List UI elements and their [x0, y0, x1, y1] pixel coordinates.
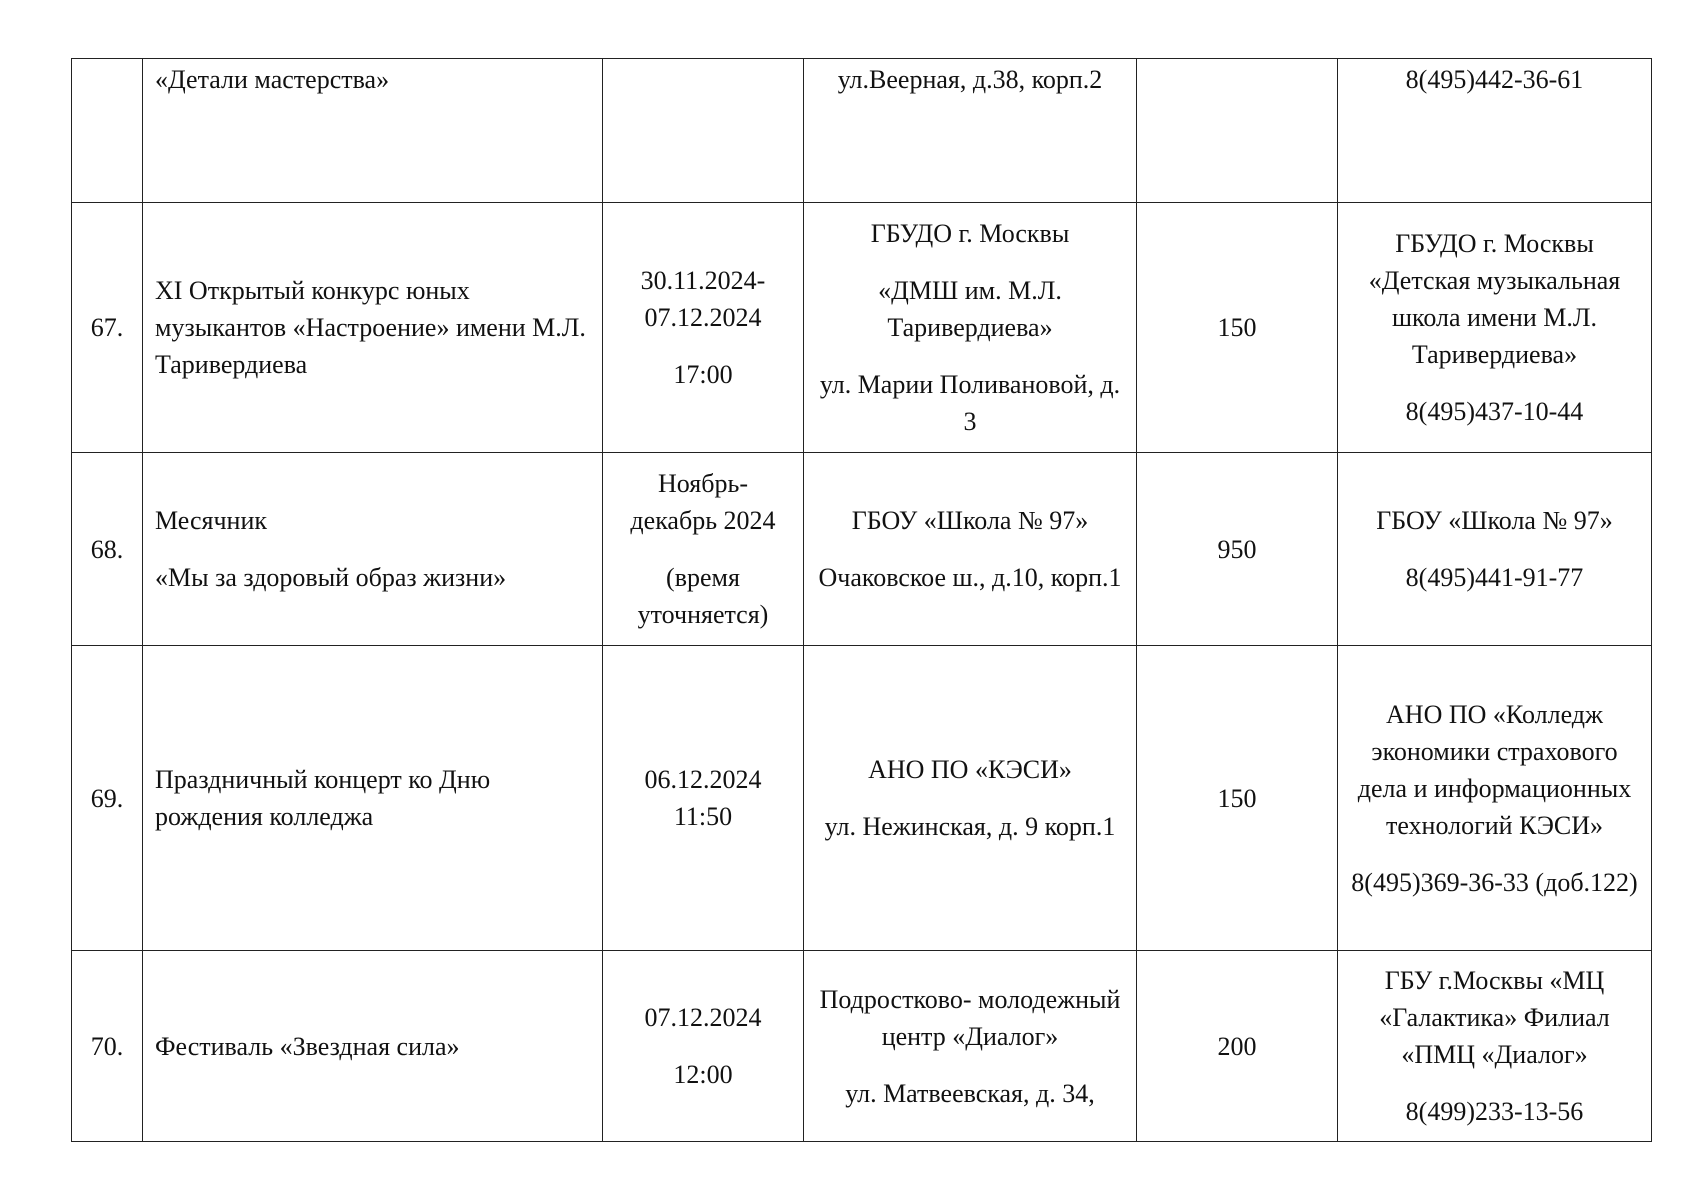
place-address: ул. Матвеевская, д. 34, [845, 1078, 1095, 1108]
participant-count: 150 [1217, 313, 1257, 342]
row-number-cell [72, 203, 143, 453]
event-place-cell [804, 646, 1137, 951]
event-name-cell [143, 951, 603, 1142]
row-number: 70. [90, 1031, 124, 1061]
place-org: ГБУДО г. Москвы [870, 219, 1070, 248]
row-number: 69. [90, 783, 124, 813]
event-date-cell [603, 203, 804, 453]
events-table [71, 58, 1652, 1142]
event-time: (время уточняется) [637, 563, 769, 629]
event-name: XI Открытый конкурс юных музыкантов «Настроение» имени М.Л. Таривердиева [155, 276, 586, 379]
row-number: 67. [90, 313, 124, 342]
table-row [72, 59, 1652, 203]
organizer-contact-cell [1338, 59, 1652, 203]
contact-org: АНО ПО «Колледж экономики страхового дела и информационных технологий КЭСИ» [1357, 699, 1632, 840]
place-name: АНО ПО «КЭСИ» [868, 755, 1072, 784]
event-date-cell [603, 951, 804, 1142]
event-name-cell [143, 453, 603, 646]
event-place-cell [804, 59, 1137, 203]
participant-count-cell [1137, 203, 1338, 453]
row-number: 68. [90, 534, 124, 564]
place-name: ГБОУ «Школа № 97» [851, 506, 1089, 535]
event-name-cell [143, 59, 603, 203]
participant-count: 150 [1217, 783, 1257, 813]
event-place-cell [804, 453, 1137, 646]
row-number-cell [72, 59, 143, 203]
participant-count-cell [1137, 951, 1338, 1142]
participant-count-cell [1137, 59, 1338, 203]
row-number-cell [72, 951, 143, 1142]
table-row [72, 453, 1652, 646]
event-time: 11:50 [673, 802, 733, 831]
contact-phone: 8(495)369-36-33 (доб.122) [1351, 867, 1638, 897]
event-name-cell [143, 646, 603, 951]
event-date-cell [603, 453, 804, 646]
contact-phone: 8(495)442-36-61 [1405, 65, 1584, 94]
organizer-contact-cell [1338, 951, 1652, 1142]
event-date-cell [603, 59, 804, 203]
place-address: ул. Марии Поливановой, д. 3 [819, 370, 1121, 436]
table-row [72, 203, 1652, 453]
event-name: Фестиваль «Звездная сила» [155, 1031, 460, 1061]
event-time: 12:00 [673, 1060, 733, 1089]
contact-org: ГБОУ «Школа № 97» [1376, 506, 1613, 535]
contact-phone: 8(495)441-91-77 [1405, 563, 1584, 592]
organizer-contact-cell [1338, 203, 1652, 453]
event-name-line1: Месячник [155, 506, 267, 535]
event-date: 06.12.2024 [644, 765, 762, 794]
participant-count-cell [1137, 453, 1338, 646]
event-date: 07.12.2024 [644, 1003, 762, 1032]
place-address: ул. Нежинская, д. 9 корп.1 [824, 812, 1116, 841]
place-name: Подростково- молодежный центр «Диалог» [819, 984, 1121, 1051]
place-name: «ДМШ им. М.Л. Таривердиева» [878, 276, 1062, 342]
organizer-contact-cell [1338, 646, 1652, 951]
row-number-cell [72, 646, 143, 951]
event-time: 17:00 [673, 360, 733, 389]
contact-org: ГБУ г.Москвы «МЦ «Галактика» Филиал «ПМЦ «Диалог» [1379, 966, 1610, 1069]
participant-count: 200 [1217, 1031, 1257, 1061]
event-place-cell [804, 951, 1137, 1142]
contact-org: ГБУДО г. Москвы «Детская музыкальная школа имени М.Л. Таривердиева» [1368, 229, 1621, 369]
contact-phone: 8(495)437-10-44 [1405, 397, 1584, 426]
table-row [72, 951, 1652, 1142]
place-address: ул.Веерная, д.38, корп.2 [837, 65, 1103, 94]
table-row [72, 646, 1652, 951]
event-name-line2: «Мы за здоровый образ жизни» [155, 563, 507, 592]
event-name: Праздничный концерт ко Дню рождения колледжа [155, 765, 491, 831]
row-number-cell [72, 453, 143, 646]
event-name: «Детали мастерства» [155, 65, 390, 94]
place-address: Очаковское ш., д.10, корп.1 [818, 563, 1122, 592]
participant-count: 950 [1217, 534, 1257, 564]
event-date-cell [603, 646, 804, 951]
contact-phone: 8(499)233-13-56 [1405, 1097, 1584, 1126]
event-date: Ноябрь- декабрь 2024 [630, 469, 776, 535]
event-place-cell [804, 203, 1137, 453]
event-name-cell [143, 203, 603, 453]
organizer-contact-cell [1338, 453, 1652, 646]
participant-count-cell [1137, 646, 1338, 951]
event-date: 30.11.2024- 07.12.2024 [640, 266, 766, 332]
